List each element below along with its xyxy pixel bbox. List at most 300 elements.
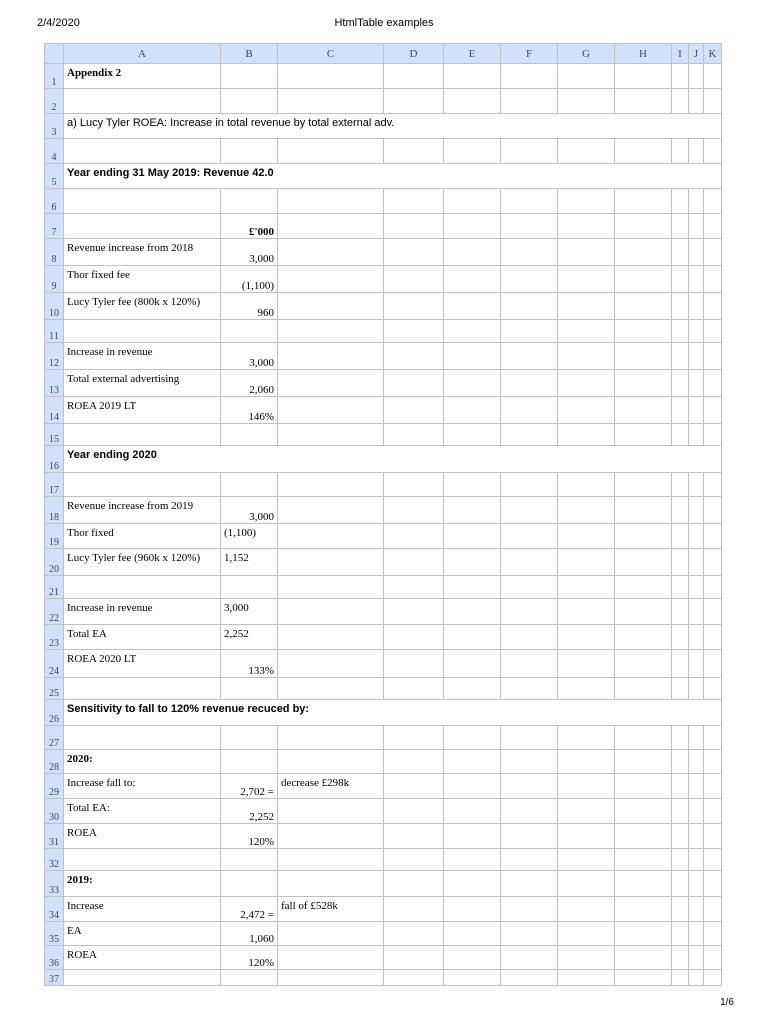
cell-k[interactable] [704, 922, 722, 946]
cell-b[interactable]: (1,100) [221, 266, 278, 293]
cell-d[interactable] [384, 922, 444, 946]
cell-e[interactable] [444, 549, 501, 576]
cell-e[interactable] [444, 922, 501, 946]
cell-k[interactable] [704, 946, 722, 970]
cell-a[interactable] [64, 320, 221, 343]
cell-a[interactable]: Total EA [64, 625, 221, 650]
cell-f[interactable] [501, 650, 558, 678]
cell-g[interactable] [558, 897, 615, 922]
cell-d[interactable] [384, 293, 444, 320]
cell-b[interactable]: 3,000 [221, 343, 278, 370]
cell-h[interactable] [615, 189, 672, 214]
cell-g[interactable] [558, 214, 615, 239]
cell-c[interactable] [278, 970, 384, 986]
row-number[interactable]: 36 [45, 946, 64, 970]
cell-d[interactable] [384, 473, 444, 497]
cell-b[interactable] [221, 678, 278, 700]
cell-c[interactable] [278, 239, 384, 266]
cell-h[interactable] [615, 549, 672, 576]
row-number[interactable]: 8 [45, 239, 64, 266]
cell-k[interactable] [704, 625, 722, 650]
cell-b[interactable] [221, 89, 278, 114]
cell-h[interactable] [615, 89, 672, 114]
cell-b[interactable]: 2,472 = [221, 897, 278, 922]
cell-g[interactable] [558, 424, 615, 446]
cell-i[interactable] [672, 946, 689, 970]
cell-d[interactable] [384, 89, 444, 114]
cell-h[interactable] [615, 599, 672, 625]
cell-i[interactable] [672, 726, 689, 750]
cell-k[interactable] [704, 726, 722, 750]
cell-a[interactable] [64, 849, 221, 871]
cell-i[interactable] [672, 897, 689, 922]
cell-h[interactable] [615, 397, 672, 424]
cell-f[interactable] [501, 549, 558, 576]
cell-e[interactable] [444, 370, 501, 397]
cell-a[interactable]: Lucy Tyler fee (800k x 120%) [64, 293, 221, 320]
cell-a[interactable] [64, 726, 221, 750]
cell-k[interactable] [704, 397, 722, 424]
cell-k[interactable] [704, 524, 722, 549]
cell-a[interactable]: ROEA [64, 946, 221, 970]
row-number[interactable]: 23 [45, 625, 64, 650]
cell-c[interactable] [278, 293, 384, 320]
cell-k[interactable] [704, 139, 722, 164]
cell-f[interactable] [501, 922, 558, 946]
cell-f[interactable] [501, 599, 558, 625]
row-number[interactable]: 4 [45, 139, 64, 164]
cell-a[interactable]: Increase in revenue [64, 343, 221, 370]
cell-d[interactable] [384, 343, 444, 370]
row-number[interactable]: 6 [45, 189, 64, 214]
cell-i[interactable] [672, 970, 689, 986]
row-number[interactable]: 7 [45, 214, 64, 239]
cell-h[interactable] [615, 343, 672, 370]
cell-a[interactable] [64, 970, 221, 986]
cell-b[interactable] [221, 189, 278, 214]
cell-c[interactable] [278, 946, 384, 970]
cell-d[interactable] [384, 576, 444, 599]
cell-h[interactable] [615, 473, 672, 497]
cell-f[interactable] [501, 89, 558, 114]
cell-k[interactable] [704, 750, 722, 774]
cell-a[interactable] [64, 424, 221, 446]
cell-h[interactable] [615, 139, 672, 164]
cell-e[interactable] [444, 774, 501, 799]
cell-a[interactable]: 2020: [64, 750, 221, 774]
cell-j[interactable] [689, 139, 704, 164]
cell-g[interactable] [558, 625, 615, 650]
cell-b[interactable] [221, 424, 278, 446]
cell-j[interactable] [689, 576, 704, 599]
cell-c[interactable]: fall of £528k [278, 897, 384, 922]
cell-j[interactable] [689, 650, 704, 678]
cell-h[interactable] [615, 625, 672, 650]
row-number[interactable]: 34 [45, 897, 64, 922]
row-number[interactable]: 33 [45, 871, 64, 897]
cell-d[interactable] [384, 750, 444, 774]
cell-c[interactable] [278, 750, 384, 774]
cell-f[interactable] [501, 824, 558, 849]
cell-k[interactable] [704, 473, 722, 497]
cell-c[interactable] [278, 64, 384, 89]
cell-a[interactable]: Year ending 2020 [64, 446, 722, 473]
cell-c[interactable] [278, 424, 384, 446]
cell-i[interactable] [672, 774, 689, 799]
cell-g[interactable] [558, 871, 615, 897]
cell-a[interactable]: 2019: [64, 871, 221, 897]
cell-f[interactable] [501, 64, 558, 89]
cell-d[interactable] [384, 320, 444, 343]
cell-c[interactable] [278, 139, 384, 164]
cell-j[interactable] [689, 320, 704, 343]
cell-a[interactable] [64, 473, 221, 497]
cell-c[interactable]: decrease £298k [278, 774, 384, 799]
row-number[interactable]: 22 [45, 599, 64, 625]
cell-c[interactable] [278, 849, 384, 871]
cell-a[interactable]: Increase [64, 897, 221, 922]
cell-k[interactable] [704, 370, 722, 397]
cell-f[interactable] [501, 370, 558, 397]
cell-e[interactable] [444, 799, 501, 824]
cell-h[interactable] [615, 650, 672, 678]
cell-i[interactable] [672, 799, 689, 824]
cell-c[interactable] [278, 524, 384, 549]
cell-i[interactable] [672, 293, 689, 320]
cell-g[interactable] [558, 239, 615, 266]
cell-h[interactable] [615, 849, 672, 871]
column-header-k[interactable]: K [704, 44, 722, 64]
cell-e[interactable] [444, 678, 501, 700]
cell-e[interactable] [444, 320, 501, 343]
cell-b[interactable]: 120% [221, 946, 278, 970]
cell-j[interactable] [689, 424, 704, 446]
cell-g[interactable] [558, 774, 615, 799]
cell-i[interactable] [672, 266, 689, 293]
cell-k[interactable] [704, 678, 722, 700]
cell-e[interactable] [444, 750, 501, 774]
cell-a[interactable]: Total external advertising [64, 370, 221, 397]
cell-g[interactable] [558, 293, 615, 320]
cell-d[interactable] [384, 549, 444, 576]
cell-e[interactable] [444, 189, 501, 214]
cell-h[interactable] [615, 946, 672, 970]
cell-i[interactable] [672, 89, 689, 114]
cell-k[interactable] [704, 293, 722, 320]
cell-g[interactable] [558, 139, 615, 164]
cell-d[interactable] [384, 266, 444, 293]
cell-d[interactable] [384, 64, 444, 89]
cell-d[interactable] [384, 397, 444, 424]
cell-k[interactable] [704, 576, 722, 599]
cell-c[interactable] [278, 799, 384, 824]
cell-e[interactable] [444, 293, 501, 320]
row-number[interactable]: 15 [45, 424, 64, 446]
cell-c[interactable] [278, 473, 384, 497]
cell-e[interactable] [444, 473, 501, 497]
cell-g[interactable] [558, 750, 615, 774]
cell-j[interactable] [689, 473, 704, 497]
cell-e[interactable] [444, 946, 501, 970]
cell-f[interactable] [501, 726, 558, 750]
column-header-j[interactable]: J [689, 44, 704, 64]
column-header-i[interactable]: I [672, 44, 689, 64]
cell-k[interactable] [704, 650, 722, 678]
cell-f[interactable] [501, 524, 558, 549]
cell-a[interactable] [64, 89, 221, 114]
cell-f[interactable] [501, 678, 558, 700]
cell-a[interactable]: Lucy Tyler fee (960k x 120%) [64, 549, 221, 576]
row-number[interactable]: 3 [45, 114, 64, 139]
cell-d[interactable] [384, 370, 444, 397]
cell-d[interactable] [384, 189, 444, 214]
cell-g[interactable] [558, 370, 615, 397]
row-number[interactable]: 37 [45, 970, 64, 986]
cell-i[interactable] [672, 424, 689, 446]
cell-a[interactable]: Sensitivity to fall to 120% revenue recuced by: [64, 700, 722, 726]
cell-h[interactable] [615, 424, 672, 446]
cell-e[interactable] [444, 970, 501, 986]
cell-i[interactable] [672, 576, 689, 599]
cell-j[interactable] [689, 897, 704, 922]
cell-h[interactable] [615, 239, 672, 266]
cell-j[interactable] [689, 189, 704, 214]
cell-d[interactable] [384, 824, 444, 849]
cell-h[interactable] [615, 370, 672, 397]
row-number[interactable]: 18 [45, 497, 64, 524]
row-number[interactable]: 9 [45, 266, 64, 293]
row-number[interactable]: 26 [45, 700, 64, 726]
cell-i[interactable] [672, 497, 689, 524]
cell-e[interactable] [444, 397, 501, 424]
cell-h[interactable] [615, 293, 672, 320]
row-number[interactable]: 31 [45, 824, 64, 849]
cell-k[interactable] [704, 266, 722, 293]
cell-c[interactable] [278, 678, 384, 700]
row-number[interactable]: 24 [45, 650, 64, 678]
column-header-a[interactable]: A [64, 44, 221, 64]
cell-a[interactable] [64, 678, 221, 700]
cell-f[interactable] [501, 473, 558, 497]
cell-g[interactable] [558, 320, 615, 343]
cell-h[interactable] [615, 922, 672, 946]
cell-b[interactable]: 2,252 [221, 799, 278, 824]
cell-i[interactable] [672, 320, 689, 343]
cell-e[interactable] [444, 650, 501, 678]
cell-f[interactable] [501, 750, 558, 774]
cell-b[interactable]: 120% [221, 824, 278, 849]
cell-d[interactable] [384, 774, 444, 799]
cell-i[interactable] [672, 139, 689, 164]
cell-d[interactable] [384, 726, 444, 750]
cell-a[interactable]: EA [64, 922, 221, 946]
row-number[interactable]: 30 [45, 799, 64, 824]
cell-g[interactable] [558, 726, 615, 750]
cell-f[interactable] [501, 497, 558, 524]
cell-j[interactable] [689, 871, 704, 897]
cell-d[interactable] [384, 970, 444, 986]
cell-j[interactable] [689, 799, 704, 824]
cell-a[interactable]: ROEA [64, 824, 221, 849]
cell-d[interactable] [384, 650, 444, 678]
cell-i[interactable] [672, 824, 689, 849]
cell-j[interactable] [689, 64, 704, 89]
cell-b[interactable] [221, 576, 278, 599]
cell-j[interactable] [689, 266, 704, 293]
row-number[interactable]: 32 [45, 849, 64, 871]
cell-a[interactable]: ROEA 2020 LT [64, 650, 221, 678]
cell-b[interactable]: 3,000 [221, 599, 278, 625]
cell-c[interactable] [278, 189, 384, 214]
cell-g[interactable] [558, 397, 615, 424]
cell-j[interactable] [689, 922, 704, 946]
cell-k[interactable] [704, 89, 722, 114]
cell-g[interactable] [558, 64, 615, 89]
column-header-c[interactable]: C [278, 44, 384, 64]
cell-j[interactable] [689, 599, 704, 625]
cell-c[interactable] [278, 576, 384, 599]
cell-e[interactable] [444, 599, 501, 625]
cell-d[interactable] [384, 214, 444, 239]
cell-e[interactable] [444, 266, 501, 293]
cell-i[interactable] [672, 214, 689, 239]
cell-c[interactable] [278, 89, 384, 114]
cell-a[interactable]: Thor fixed [64, 524, 221, 549]
cell-k[interactable] [704, 497, 722, 524]
cell-k[interactable] [704, 424, 722, 446]
cell-e[interactable] [444, 343, 501, 370]
cell-j[interactable] [689, 89, 704, 114]
cell-h[interactable] [615, 871, 672, 897]
cell-c[interactable] [278, 320, 384, 343]
row-number[interactable]: 13 [45, 370, 64, 397]
cell-f[interactable] [501, 397, 558, 424]
cell-c[interactable] [278, 549, 384, 576]
cell-e[interactable] [444, 576, 501, 599]
cell-b[interactable]: 3,000 [221, 239, 278, 266]
cell-a[interactable]: Increase fall to: [64, 774, 221, 799]
cell-c[interactable] [278, 871, 384, 897]
row-number[interactable]: 25 [45, 678, 64, 700]
cell-c[interactable] [278, 370, 384, 397]
row-number[interactable]: 10 [45, 293, 64, 320]
cell-g[interactable] [558, 849, 615, 871]
cell-j[interactable] [689, 370, 704, 397]
cell-i[interactable] [672, 343, 689, 370]
cell-c[interactable] [278, 397, 384, 424]
cell-c[interactable] [278, 625, 384, 650]
cell-g[interactable] [558, 824, 615, 849]
cell-h[interactable] [615, 678, 672, 700]
cell-c[interactable] [278, 650, 384, 678]
cell-g[interactable] [558, 799, 615, 824]
cell-f[interactable] [501, 293, 558, 320]
cell-b[interactable]: 960 [221, 293, 278, 320]
row-number[interactable]: 2 [45, 89, 64, 114]
cell-f[interactable] [501, 970, 558, 986]
cell-c[interactable] [278, 599, 384, 625]
cell-h[interactable] [615, 750, 672, 774]
cell-k[interactable] [704, 549, 722, 576]
cell-f[interactable] [501, 849, 558, 871]
cell-b[interactable]: £'000 [221, 214, 278, 239]
cell-g[interactable] [558, 678, 615, 700]
cell-k[interactable] [704, 799, 722, 824]
cell-e[interactable] [444, 625, 501, 650]
corner-cell[interactable] [45, 44, 64, 64]
cell-c[interactable] [278, 726, 384, 750]
cell-k[interactable] [704, 970, 722, 986]
cell-e[interactable] [444, 871, 501, 897]
cell-b[interactable]: 3,000 [221, 497, 278, 524]
row-number[interactable]: 35 [45, 922, 64, 946]
cell-i[interactable] [672, 64, 689, 89]
cell-j[interactable] [689, 549, 704, 576]
cell-a[interactable]: Thor fixed fee [64, 266, 221, 293]
cell-b[interactable] [221, 750, 278, 774]
cell-f[interactable] [501, 343, 558, 370]
cell-d[interactable] [384, 139, 444, 164]
cell-j[interactable] [689, 946, 704, 970]
cell-b[interactable] [221, 320, 278, 343]
cell-e[interactable] [444, 849, 501, 871]
cell-h[interactable] [615, 774, 672, 799]
cell-j[interactable] [689, 497, 704, 524]
cell-b[interactable]: 1,060 [221, 922, 278, 946]
cell-c[interactable] [278, 922, 384, 946]
cell-b[interactable] [221, 64, 278, 89]
cell-i[interactable] [672, 625, 689, 650]
cell-i[interactable] [672, 397, 689, 424]
cell-a[interactable]: Increase in revenue [64, 599, 221, 625]
column-header-h[interactable]: H [615, 44, 672, 64]
cell-g[interactable] [558, 650, 615, 678]
cell-k[interactable] [704, 871, 722, 897]
cell-i[interactable] [672, 871, 689, 897]
cell-e[interactable] [444, 214, 501, 239]
cell-h[interactable] [615, 824, 672, 849]
cell-k[interactable] [704, 320, 722, 343]
cell-f[interactable] [501, 946, 558, 970]
cell-a[interactable] [64, 214, 221, 239]
cell-i[interactable] [672, 370, 689, 397]
cell-b[interactable]: (1,100) [221, 524, 278, 549]
cell-d[interactable] [384, 599, 444, 625]
row-number[interactable]: 27 [45, 726, 64, 750]
row-number[interactable]: 17 [45, 473, 64, 497]
cell-h[interactable] [615, 64, 672, 89]
cell-i[interactable] [672, 189, 689, 214]
cell-b[interactable]: 2,702 = [221, 774, 278, 799]
cell-j[interactable] [689, 397, 704, 424]
cell-h[interactable] [615, 799, 672, 824]
cell-h[interactable] [615, 524, 672, 549]
cell-g[interactable] [558, 549, 615, 576]
cell-j[interactable] [689, 970, 704, 986]
cell-k[interactable] [704, 599, 722, 625]
cell-g[interactable] [558, 599, 615, 625]
cell-i[interactable] [672, 549, 689, 576]
column-header-d[interactable]: D [384, 44, 444, 64]
cell-j[interactable] [689, 824, 704, 849]
cell-c[interactable] [278, 343, 384, 370]
row-number[interactable]: 28 [45, 750, 64, 774]
cell-b[interactable] [221, 726, 278, 750]
cell-h[interactable] [615, 970, 672, 986]
column-header-f[interactable]: F [501, 44, 558, 64]
cell-e[interactable] [444, 897, 501, 922]
cell-g[interactable] [558, 497, 615, 524]
